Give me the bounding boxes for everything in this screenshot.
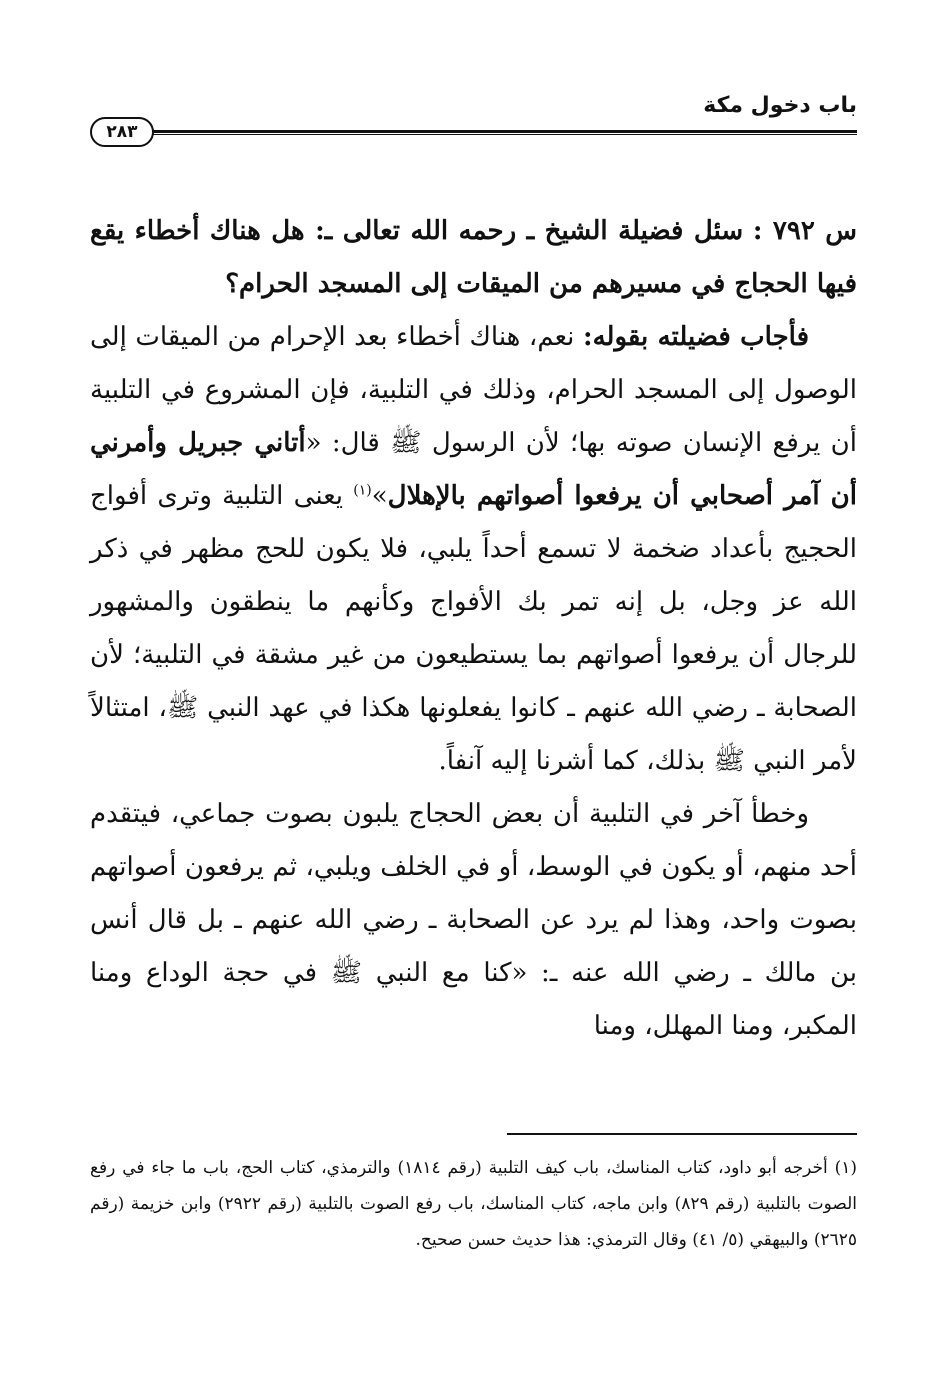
question-text: سئل فضيلة الشيخ ـ رحمه الله تعالى ـ: هل هناك أخطاء يقع فيها الحجاج في مسيرهم من الميقات إلى المسجد الحرام؟ bbox=[90, 216, 857, 299]
second-paragraph: وخطأ آخر في التلبية أن بعض الحجاج يلبون بصوت جماعي، فيتقدم أحد منهم، أو يكون في الوسط، أو في الخلف ويلبي، ثم يرفعون أصواتهم بصوت واحد، وهذا لم يرد عن الصحابة ـ رضي الله عنهم ـ بل قال أنس بن مالك ـ رضي الله عنه ـ: «كنا مع النبي ﷺ في حجة الوداع ومنا المكبر، ومنا المهلل، ومنا bbox=[90, 799, 857, 1041]
answer-intro: فأجاب فضيلته بقوله: bbox=[582, 322, 809, 352]
hadith-quote: أتاني جبريل وأمرني أن آمر أصحابي أن يرفعوا أصواتهم بالإهلال bbox=[90, 428, 857, 511]
answer-paragraph bbox=[90, 311, 857, 788]
footnotes bbox=[90, 1150, 857, 1258]
answer-text-part1: نعم، هناك أخطاء بعد الإحرام من الميقات إلى الوصول إلى المسجد الحرام، وذلك في التلبية، فإن المشروع في التلبية أن يرفع الإنسان صوته بها؛ لأن الرسول ﷺ قال: « bbox=[90, 322, 857, 458]
footnote-divider bbox=[507, 1133, 857, 1135]
footnote-1: (١) أخرجه أبو داود، كتاب المناسك، باب كيف التلبية (رقم ١٨١٤) والترمذي، كتاب الحج، باب ما جاء في رفع الصوت بالتلبية (رقم ٨٢٩) وابن ماجه، كتاب المناسك، باب رفع الصوت بالتلبية (رقم ٢٩٢٢) وابن خزيمة (رقم ٢٦٢٥) والبيهقي (٥/ ٤١) وقال الترمذي: هذا حديث حسن صحيح. bbox=[90, 1158, 857, 1250]
quote-close: » bbox=[371, 481, 388, 511]
answer-text-part2: يعنى التلبية وترى أفواج الحجيج بأعداد ضخمة لا تسمع أحداً يلبي، فلا يكون للحج مظهر في ذكر الله عز وجل، بل إنه تمر بك الأفواج وكأنهم ما ينطقون والمشهور للرجال أن يرفعوا أصواتهم بما يستطيعون من غير مشقة في التلبية؛ لأن الصحابة ـ رضي الله عنهم ـ كانوا يفعلونها هكذا في عهد النبي ﷺ، امتثالاً لأمر النبي ﷺ بذلك، كما أشرنا إليه آنفاً. bbox=[90, 481, 857, 776]
main-text bbox=[90, 205, 857, 1053]
header-divider bbox=[148, 130, 857, 135]
question-label: س ٧٩٢ : bbox=[752, 216, 858, 246]
chapter-title: باب دخول مكة bbox=[703, 93, 857, 118]
footnote-reference[interactable]: (١) bbox=[353, 482, 372, 499]
question-paragraph bbox=[90, 205, 857, 311]
running-header bbox=[90, 92, 857, 148]
page-number: ٢٨٣ bbox=[90, 117, 154, 147]
